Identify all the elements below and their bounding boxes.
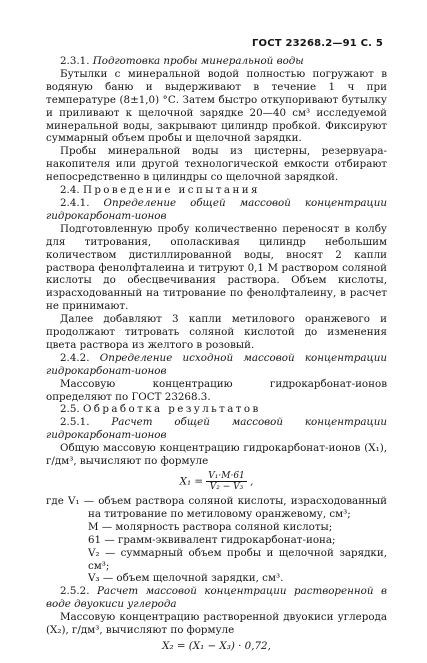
heading-2-5 (46, 403, 387, 416)
heading-2-3-1 (46, 55, 387, 68)
definition-item: M — молярность раствора соляной кислоты; (88, 520, 333, 533)
section-title: Подготовка пробы минеральной воды (92, 55, 304, 67)
section-number: 2.5.1. (60, 416, 90, 429)
paragraph: Подготовленную пробу количественно переносят в колбу для титрования, ополаскивая цилиндр небольшим количеством дистиллированной воды, вносят 2 капли раствора фенолфталеина и титруют 0,1 М раствором соляной кислоты до обесцвечивания раствора. Объем кислоты, израсходованный на титрование по фенолфталеину, в расчет не принимают. (46, 222, 387, 313)
section-title: Расчет массовой концентрации растворенной в воде двуокиси углерода (46, 585, 387, 611)
formula-punct: , (250, 475, 254, 488)
section-number: 2.4.2. (60, 351, 90, 364)
heading-2-5-2 (46, 585, 387, 611)
section-title: Обработка результатов (82, 403, 261, 416)
definition-item (46, 495, 387, 521)
section-number: 2.4. (60, 184, 80, 197)
section-number: 2.3.1. (60, 55, 90, 67)
section-number: 2.5. (60, 403, 80, 416)
heading-2-4-2 (46, 352, 387, 378)
section-title: Проведение испытания (82, 184, 260, 197)
section-title: Определение исходной массовой концентрации гидрокарбонат-ионов (46, 351, 387, 377)
formula-lhs: X₁ = (179, 475, 203, 488)
section-number: 2.5.2. (60, 585, 90, 598)
definition-item: 61 — грамм-эквивалент гидрокарбонат-иона; (88, 533, 336, 546)
formula-x1 (46, 468, 387, 495)
paragraph: Далее добавляют 3 капли метилового оранжевого и продолжают титровать соляной кислотой до изменения цвета раствора из желтого в розовый. (46, 313, 387, 351)
paragraph: Общую массовую концентрацию гидрокарбонат-ионов (X₁), г/дм³, вычисляют по формуле (46, 442, 387, 468)
heading-2-4 (46, 184, 387, 197)
section-title: Определение общей массовой концентрации гидрокарбонат-ионов (46, 196, 387, 222)
paragraph: Массовую концентрацию гидрокарбонат-ионов определяют по ГОСТ 23268.3. (46, 377, 387, 403)
paragraph: Пробы минеральной воды из цистерны, резервуара-накопителя или другой технологической емкости отбирают непосредственно в цилиндры со щелочной зарядкой. (46, 145, 387, 184)
definition-text: V₁ — объем раствора соляной кислоты, израсходованный на титрование по метиловому оранжевому, см³; (68, 495, 387, 520)
section-title: Расчет общей массовой концентрации гидрокарбонат-ионов (46, 416, 387, 442)
heading-2-4-1 (46, 197, 387, 223)
formula-fraction (206, 471, 247, 492)
formula-denominator: V₂ − V₃ (209, 482, 244, 492)
paragraph: Массовую концентрацию растворенной двуокиси углерода (X₂), г/дм³, вычисляют по формуле (46, 611, 387, 637)
formula-x2: X₂ = (X₁ − X₃) · 0,72, (162, 639, 271, 652)
formula-numerator: V₁·M·61 (208, 471, 245, 481)
heading-2-5-1 (46, 416, 387, 442)
document-body (46, 55, 387, 656)
definition-lead: где (46, 495, 64, 507)
paragraph: Бутылки с минеральной водой полностью погружают в водяную баню и выдерживают в течение 1 ч при температуре (8±1,0) °С. Затем быстро откупоривают бутылку и приливают к щелочной зарядке 20—40 см³ исследуемой минеральной воды, закрывают цилиндр пробкой. Фиксируют суммарный объем пробы и щелочной зарядки. (46, 67, 387, 145)
section-number: 2.4.1. (60, 196, 90, 209)
page-header: ГОСТ 23268.2—91 С. 5 (251, 38, 383, 49)
definition-item: V₂ — суммарный объем пробы и щелочной зарядки, см³; (88, 546, 387, 572)
definition-item: V₃ — объем щелочной зарядки, см³. (88, 572, 284, 585)
